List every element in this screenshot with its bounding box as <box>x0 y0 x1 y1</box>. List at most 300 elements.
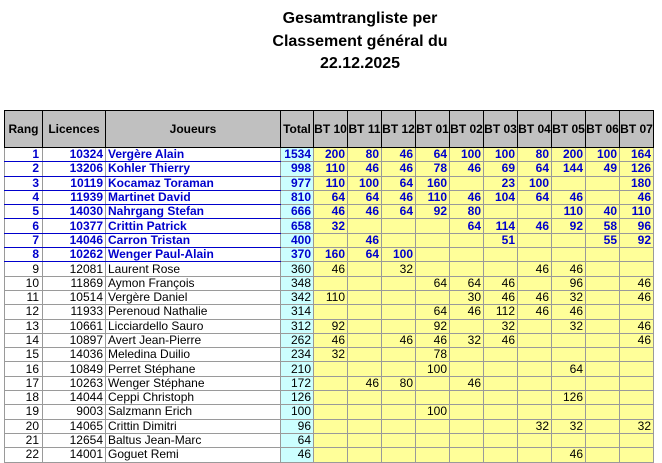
table-row <box>5 305 654 319</box>
bt-score-cell <box>416 433 450 447</box>
bt-score-cell <box>314 233 348 247</box>
bt-score-cell: 46 <box>620 190 654 204</box>
header-bt: BT 02 <box>450 111 484 148</box>
table-row <box>5 362 654 376</box>
bt-score-cell <box>450 248 484 262</box>
bt-score-cell <box>348 319 382 333</box>
bt-score-cell <box>552 433 586 447</box>
table-row <box>5 433 654 447</box>
bt-score-cell <box>552 233 586 247</box>
bt-score-cell: 100 <box>518 176 552 190</box>
bt-score-cell: 110 <box>314 290 348 304</box>
bt-score-cell: 64 <box>552 362 586 376</box>
bt-score-cell: 200 <box>552 148 586 162</box>
bt-score-cell <box>382 433 416 447</box>
header-bt: BT 01 <box>416 111 450 148</box>
bt-score-cell: 64 <box>518 162 552 176</box>
bt-score-cell: 46 <box>450 162 484 176</box>
bt-score-cell: 80 <box>518 148 552 162</box>
bt-score-cell: 160 <box>314 248 348 262</box>
bt-score-cell: 92 <box>416 319 450 333</box>
player-name-cell: Perret Stéphane <box>106 362 281 376</box>
total-cell: 998 <box>281 162 314 176</box>
bt-score-cell <box>586 176 620 190</box>
table-row <box>5 219 654 233</box>
bt-score-cell <box>382 348 416 362</box>
bt-score-cell <box>586 419 620 433</box>
bt-score-cell <box>450 433 484 447</box>
ranking-body <box>5 148 654 463</box>
header-bt: BT 04 <box>518 111 552 148</box>
bt-score-cell <box>450 448 484 462</box>
total-cell: 100 <box>281 405 314 419</box>
bt-score-cell <box>484 405 518 419</box>
bt-score-cell: 46 <box>450 305 484 319</box>
bt-score-cell: 32 <box>552 319 586 333</box>
total-cell: 312 <box>281 319 314 333</box>
table-row <box>5 262 654 276</box>
rank-cell: 17 <box>5 376 43 390</box>
bt-score-cell <box>416 419 450 433</box>
bt-score-cell: 100 <box>450 148 484 162</box>
bt-score-cell: 112 <box>484 305 518 319</box>
bt-score-cell <box>586 391 620 405</box>
bt-score-cell <box>484 248 518 262</box>
rank-cell: 10 <box>5 276 43 290</box>
bt-score-cell: 80 <box>382 376 416 390</box>
bt-score-cell: 92 <box>416 205 450 219</box>
bt-score-cell <box>314 419 348 433</box>
table-row <box>5 248 654 262</box>
bt-score-cell <box>416 376 450 390</box>
rank-cell: 8 <box>5 248 43 262</box>
bt-score-cell <box>348 262 382 276</box>
bt-score-cell: 96 <box>552 276 586 290</box>
bt-score-cell <box>314 305 348 319</box>
licence-cell: 13206 <box>43 162 106 176</box>
bt-score-cell: 46 <box>552 305 586 319</box>
licence-cell: 14065 <box>43 419 106 433</box>
bt-score-cell <box>314 433 348 447</box>
total-cell: 172 <box>281 376 314 390</box>
rank-cell: 22 <box>5 448 43 462</box>
bt-score-cell <box>314 376 348 390</box>
bt-score-cell: 100 <box>382 248 416 262</box>
total-cell: 96 <box>281 419 314 433</box>
bt-score-cell <box>450 391 484 405</box>
bt-score-cell <box>518 376 552 390</box>
table-row <box>5 276 654 290</box>
bt-score-cell <box>314 391 348 405</box>
bt-score-cell: 200 <box>314 148 348 162</box>
header-joueurs: Joueurs <box>106 111 281 148</box>
bt-score-cell <box>348 419 382 433</box>
bt-score-cell: 64 <box>450 219 484 233</box>
bt-score-cell <box>620 305 654 319</box>
bt-score-cell: 46 <box>518 262 552 276</box>
bt-score-cell: 110 <box>416 190 450 204</box>
bt-score-cell: 64 <box>382 205 416 219</box>
player-name-cell: Licciardello Sauro <box>106 319 281 333</box>
rank-cell: 1 <box>5 148 43 162</box>
bt-score-cell <box>586 276 620 290</box>
bt-score-cell <box>382 276 416 290</box>
bt-score-cell <box>484 391 518 405</box>
bt-score-cell <box>620 248 654 262</box>
bt-score-cell <box>348 219 382 233</box>
player-name-cell: Kohler Thierry <box>106 162 281 176</box>
bt-score-cell <box>586 190 620 204</box>
bt-score-cell <box>518 448 552 462</box>
table-row <box>5 162 654 176</box>
bt-score-cell: 110 <box>552 205 586 219</box>
bt-score-cell: 46 <box>416 333 450 347</box>
bt-score-cell <box>518 233 552 247</box>
rank-cell: 14 <box>5 333 43 347</box>
bt-score-cell: 46 <box>620 333 654 347</box>
bt-score-cell: 46 <box>382 190 416 204</box>
bt-score-cell: 46 <box>382 148 416 162</box>
bt-score-cell <box>518 405 552 419</box>
bt-score-cell <box>552 176 586 190</box>
bt-score-cell: 46 <box>450 376 484 390</box>
bt-score-cell: 23 <box>484 176 518 190</box>
table-row <box>5 290 654 304</box>
bt-score-cell <box>518 333 552 347</box>
bt-score-cell: 100 <box>484 148 518 162</box>
total-cell: 658 <box>281 219 314 233</box>
bt-score-cell <box>416 248 450 262</box>
bt-score-cell: 30 <box>450 290 484 304</box>
bt-score-cell <box>484 433 518 447</box>
bt-score-cell <box>348 276 382 290</box>
header-licences: Licences <box>43 111 106 148</box>
player-name-cell: Salzmann Erich <box>106 405 281 419</box>
header-bt: BT 05 <box>552 111 586 148</box>
bt-score-cell: 110 <box>620 205 654 219</box>
bt-score-cell <box>518 391 552 405</box>
bt-score-cell <box>586 348 620 362</box>
total-cell: 360 <box>281 262 314 276</box>
bt-score-cell: 46 <box>552 190 586 204</box>
bt-score-cell <box>348 448 382 462</box>
total-cell: 1534 <box>281 148 314 162</box>
bt-score-cell: 46 <box>348 205 382 219</box>
total-cell: 977 <box>281 176 314 190</box>
bt-score-cell: 92 <box>620 233 654 247</box>
player-name-cell: Wenger Paul-Alain <box>106 248 281 262</box>
bt-score-cell: 126 <box>552 391 586 405</box>
bt-score-cell: 144 <box>552 162 586 176</box>
bt-score-cell <box>620 348 654 362</box>
total-cell: 262 <box>281 333 314 347</box>
bt-score-cell <box>484 419 518 433</box>
bt-score-cell <box>450 262 484 276</box>
bt-score-cell <box>382 233 416 247</box>
rank-cell: 9 <box>5 262 43 276</box>
bt-score-cell <box>586 248 620 262</box>
header-bt: BT 07 <box>620 111 654 148</box>
table-row <box>5 348 654 362</box>
player-name-cell: Crittin Dimitri <box>106 419 281 433</box>
bt-score-cell: 32 <box>450 333 484 347</box>
bt-score-cell: 46 <box>382 162 416 176</box>
rank-cell: 5 <box>5 205 43 219</box>
bt-score-cell <box>382 405 416 419</box>
licence-cell: 10897 <box>43 333 106 347</box>
bt-score-cell <box>518 205 552 219</box>
bt-score-cell <box>382 290 416 304</box>
bt-score-cell: 80 <box>348 148 382 162</box>
bt-score-cell: 32 <box>552 290 586 304</box>
bt-score-cell: 64 <box>348 190 382 204</box>
player-name-cell: Aymon François <box>106 276 281 290</box>
bt-score-cell: 46 <box>620 276 654 290</box>
bt-score-cell <box>382 319 416 333</box>
player-name-cell: Meledina Duilio <box>106 348 281 362</box>
bt-score-cell: 92 <box>314 319 348 333</box>
bt-score-cell <box>518 248 552 262</box>
player-name-cell: Avert Jean-Pierre <box>106 333 281 347</box>
table-row <box>5 376 654 390</box>
rank-cell: 20 <box>5 419 43 433</box>
rank-cell: 11 <box>5 290 43 304</box>
rank-cell: 19 <box>5 405 43 419</box>
bt-score-cell: 64 <box>382 176 416 190</box>
bt-score-cell: 46 <box>620 290 654 304</box>
header-bt: BT 12 <box>382 111 416 148</box>
bt-score-cell: 32 <box>314 348 348 362</box>
title-line-1: Gesamtrangliste per <box>282 10 438 27</box>
table-row <box>5 405 654 419</box>
licence-cell: 11939 <box>43 190 106 204</box>
total-cell: 126 <box>281 391 314 405</box>
player-name-cell: Goguet Remi <box>106 448 281 462</box>
total-cell: 348 <box>281 276 314 290</box>
bt-score-cell: 32 <box>518 419 552 433</box>
bt-score-cell <box>518 362 552 376</box>
bt-score-cell: 110 <box>314 162 348 176</box>
bt-score-cell: 64 <box>518 190 552 204</box>
total-cell: 46 <box>281 448 314 462</box>
bt-score-cell: 32 <box>484 319 518 333</box>
bt-score-cell: 96 <box>620 219 654 233</box>
licence-cell: 10324 <box>43 148 106 162</box>
rank-cell: 2 <box>5 162 43 176</box>
bt-score-cell <box>552 333 586 347</box>
bt-score-cell: 46 <box>348 233 382 247</box>
bt-score-cell <box>518 319 552 333</box>
bt-score-cell <box>450 405 484 419</box>
licence-cell: 10262 <box>43 248 106 262</box>
total-cell: 64 <box>281 433 314 447</box>
bt-score-cell: 46 <box>314 205 348 219</box>
bt-score-cell: 46 <box>552 262 586 276</box>
bt-score-cell: 46 <box>518 290 552 304</box>
licence-cell: 14044 <box>43 391 106 405</box>
bt-score-cell: 58 <box>586 219 620 233</box>
bt-score-cell <box>450 348 484 362</box>
total-cell: 234 <box>281 348 314 362</box>
table-row <box>5 333 654 347</box>
table-row <box>5 391 654 405</box>
bt-score-cell: 180 <box>620 176 654 190</box>
total-cell: 314 <box>281 305 314 319</box>
bt-score-cell: 55 <box>586 233 620 247</box>
bt-score-cell <box>314 276 348 290</box>
bt-score-cell: 46 <box>620 319 654 333</box>
bt-score-cell: 64 <box>416 305 450 319</box>
bt-score-cell <box>620 391 654 405</box>
ranking-table <box>4 110 654 463</box>
licence-cell: 11933 <box>43 305 106 319</box>
bt-score-cell <box>586 362 620 376</box>
bt-score-cell: 80 <box>450 205 484 219</box>
bt-score-cell: 46 <box>518 305 552 319</box>
bt-score-cell <box>348 290 382 304</box>
licence-cell: 14036 <box>43 348 106 362</box>
bt-score-cell: 64 <box>416 148 450 162</box>
player-name-cell: Baltus Jean-Marc <box>106 433 281 447</box>
player-name-cell: Nahrgang Stefan <box>106 205 281 219</box>
bt-score-cell <box>586 262 620 276</box>
bt-score-cell <box>450 319 484 333</box>
header-bt: BT 11 <box>348 111 382 148</box>
bt-score-cell <box>348 405 382 419</box>
licence-cell: 11869 <box>43 276 106 290</box>
licence-cell: 10263 <box>43 376 106 390</box>
bt-score-cell: 100 <box>348 176 382 190</box>
player-name-cell: Laurent Rose <box>106 262 281 276</box>
bt-score-cell: 110 <box>314 176 348 190</box>
bt-score-cell: 46 <box>450 190 484 204</box>
table-row <box>5 176 654 190</box>
licence-cell: 9003 <box>43 405 106 419</box>
bt-score-cell <box>552 248 586 262</box>
bt-score-cell <box>518 276 552 290</box>
bt-score-cell: 32 <box>314 219 348 233</box>
header-bt: BT 06 <box>586 111 620 148</box>
header-bt: BT 03 <box>484 111 518 148</box>
rank-cell: 4 <box>5 190 43 204</box>
rank-cell: 15 <box>5 348 43 362</box>
player-name-cell: Crittin Patrick <box>106 219 281 233</box>
player-name-cell: Wenger Stéphane <box>106 376 281 390</box>
bt-score-cell: 46 <box>348 376 382 390</box>
bt-score-cell: 51 <box>484 233 518 247</box>
bt-score-cell <box>620 262 654 276</box>
player-name-cell: Perenoud Nathalie <box>106 305 281 319</box>
bt-score-cell: 40 <box>586 205 620 219</box>
bt-score-cell <box>314 405 348 419</box>
bt-score-cell <box>620 376 654 390</box>
bt-score-cell: 100 <box>586 148 620 162</box>
bt-score-cell <box>382 448 416 462</box>
licence-cell: 10661 <box>43 319 106 333</box>
bt-score-cell: 46 <box>518 219 552 233</box>
bt-score-cell: 64 <box>314 190 348 204</box>
bt-score-cell: 46 <box>484 276 518 290</box>
bt-score-cell: 32 <box>552 419 586 433</box>
bt-score-cell <box>620 405 654 419</box>
bt-score-cell: 46 <box>484 333 518 347</box>
table-row <box>5 148 654 162</box>
bt-score-cell: 104 <box>484 190 518 204</box>
licence-cell: 10514 <box>43 290 106 304</box>
bt-score-cell <box>314 448 348 462</box>
bt-score-cell <box>416 290 450 304</box>
header-rang: Rang <box>5 111 43 148</box>
bt-score-cell <box>620 433 654 447</box>
player-name-cell: Vergère Daniel <box>106 290 281 304</box>
total-cell: 400 <box>281 233 314 247</box>
table-row <box>5 419 654 433</box>
bt-score-cell <box>484 348 518 362</box>
title-date: 22.12.2025 <box>319 55 401 72</box>
bt-score-cell: 126 <box>620 162 654 176</box>
bt-score-cell: 46 <box>348 162 382 176</box>
bt-score-cell: 100 <box>416 362 450 376</box>
bt-score-cell: 100 <box>416 405 450 419</box>
rank-cell: 3 <box>5 176 43 190</box>
bt-score-cell <box>382 419 416 433</box>
table-row <box>5 448 654 462</box>
bt-score-cell <box>586 333 620 347</box>
bt-score-cell: 46 <box>314 262 348 276</box>
bt-score-cell <box>450 362 484 376</box>
total-cell: 342 <box>281 290 314 304</box>
licence-cell: 14030 <box>43 205 106 219</box>
bt-score-cell <box>348 362 382 376</box>
bt-score-cell <box>620 362 654 376</box>
bt-score-cell <box>518 348 552 362</box>
rank-cell: 6 <box>5 219 43 233</box>
bt-score-cell <box>450 233 484 247</box>
bt-score-cell: 69 <box>484 162 518 176</box>
bt-score-cell <box>484 448 518 462</box>
bt-score-cell: 46 <box>552 448 586 462</box>
bt-score-cell <box>484 262 518 276</box>
bt-score-cell <box>484 376 518 390</box>
bt-score-cell <box>382 362 416 376</box>
bt-score-cell <box>518 433 552 447</box>
bt-score-cell: 32 <box>382 262 416 276</box>
bt-score-cell <box>348 348 382 362</box>
rank-cell: 12 <box>5 305 43 319</box>
bt-score-cell <box>586 376 620 390</box>
player-name-cell: Carron Tristan <box>106 233 281 247</box>
table-row <box>5 190 654 204</box>
total-cell: 810 <box>281 190 314 204</box>
bt-score-cell <box>484 205 518 219</box>
rank-cell: 21 <box>5 433 43 447</box>
bt-score-cell <box>552 376 586 390</box>
player-name-cell: Vergère Alain <box>106 148 281 162</box>
bt-score-cell <box>552 348 586 362</box>
bt-score-cell: 164 <box>620 148 654 162</box>
bt-score-cell: 78 <box>416 348 450 362</box>
bt-score-cell <box>586 305 620 319</box>
bt-score-cell: 49 <box>586 162 620 176</box>
header-bt: BT 10 <box>314 111 348 148</box>
bt-score-cell: 46 <box>382 333 416 347</box>
bt-score-cell <box>382 305 416 319</box>
licence-cell: 10377 <box>43 219 106 233</box>
bt-score-cell: 114 <box>484 219 518 233</box>
player-name-cell: Kocamaz Toraman <box>106 176 281 190</box>
bt-score-cell <box>382 391 416 405</box>
bt-score-cell <box>416 233 450 247</box>
